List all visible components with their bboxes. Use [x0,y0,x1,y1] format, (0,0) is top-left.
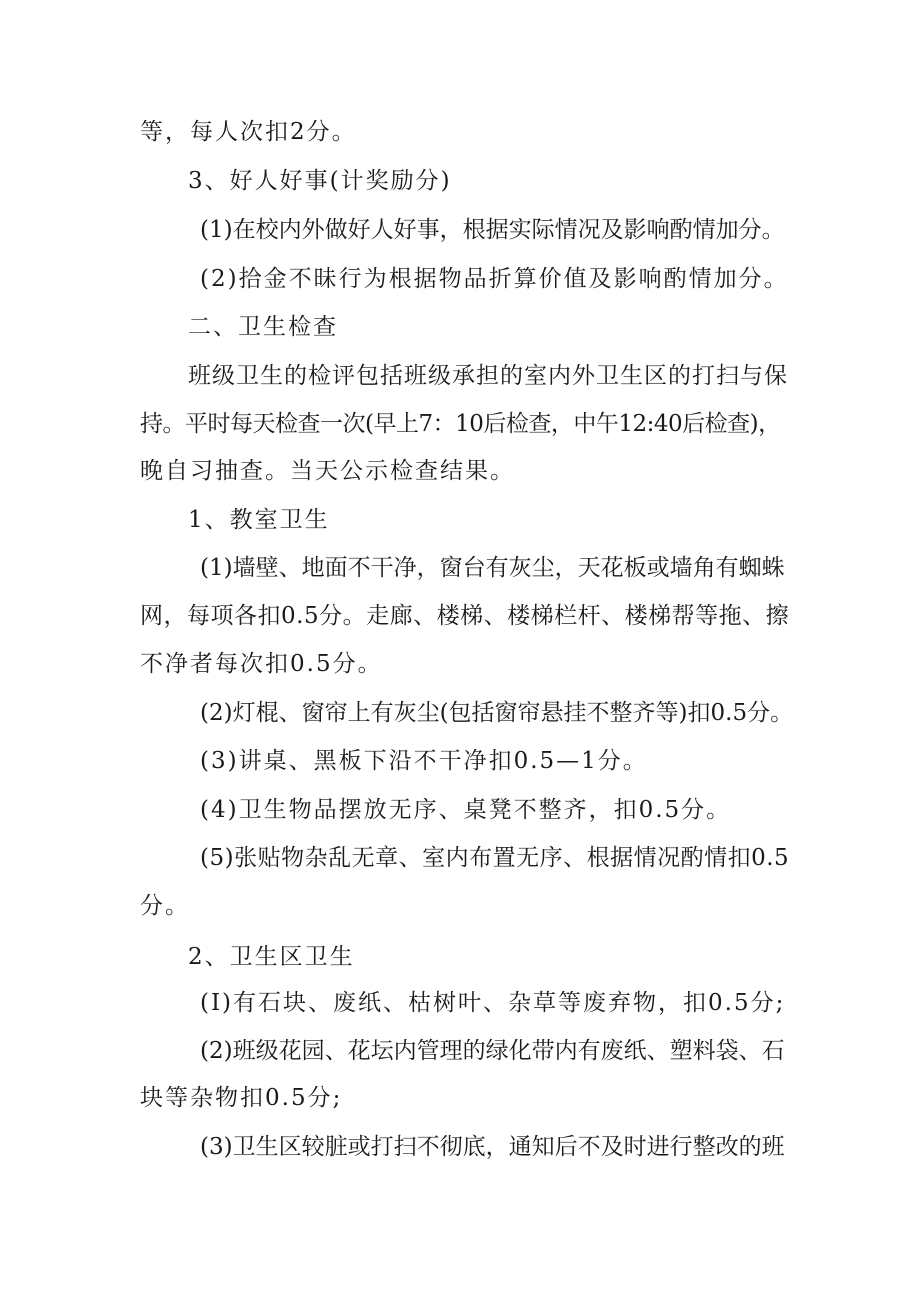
text-line: (1)墙壁、地面不干净，窗台有灰尘，天花板或墙角有蜘蛛 [200,555,785,581]
subsection-heading: 2、卫生区卫生 [188,944,355,970]
text-line: 块等杂物扣0.5分; [140,1085,343,1111]
text-line: 晚自习抽查。当天公示检查结果。 [140,458,515,484]
text-line: 等，每人次扣2分。 [140,119,357,145]
text-line: (5)张贴物杂乱无章、室内布置无序、根据情况酌情扣0.5 [200,845,790,871]
text-line: 网，每项各扣0.5分。走廊、楼梯、楼梯栏杆、楼梯帮等拖、擦 [140,603,790,629]
text-line: 分。 [140,893,190,919]
text-line: 3、好人好事(计奖励分) [188,168,452,194]
text-line: (4)卫生物品摆放无序、桌凳不整齐，扣0.5分。 [200,797,732,823]
text-line: 班级卫生的检评包括班级承担的室内外卫生区的打扫与保 [188,363,788,389]
text-line: (3)卫生区较脏或打扫不彻底，通知后不及时进行整改的班 [200,1134,785,1160]
text-line: 持。平时每天检查一次(早上7：10后检查，中午12:40后检查)， [140,411,781,437]
section-heading: 二、卫生检查 [188,314,338,340]
text-line: (1)在校内外做好人好事，根据实际情况及影响酌情加分。 [200,217,785,243]
text-line: (2)班级花园、花坛内管理的绿化带内有废纸、塑料袋、石 [200,1038,785,1064]
text-line: 不净者每次扣0.5分。 [140,651,383,677]
text-line: (3)讲桌、黑板下沿不干净扣0.5—1分。 [200,748,648,774]
text-line: (2)拾金不昧行为根据物品折算价值及影响酌情加分。 [200,266,789,292]
text-line: (I)有石块、废纸、枯树叶、杂草等废弃物，扣0.5分; [200,990,786,1016]
text-line: (2)灯棍、窗帘上有灰尘(包括窗帘悬挂不整齐等)扣0.5分。 [200,700,794,726]
subsection-heading: 1、教室卫生 [188,507,330,533]
